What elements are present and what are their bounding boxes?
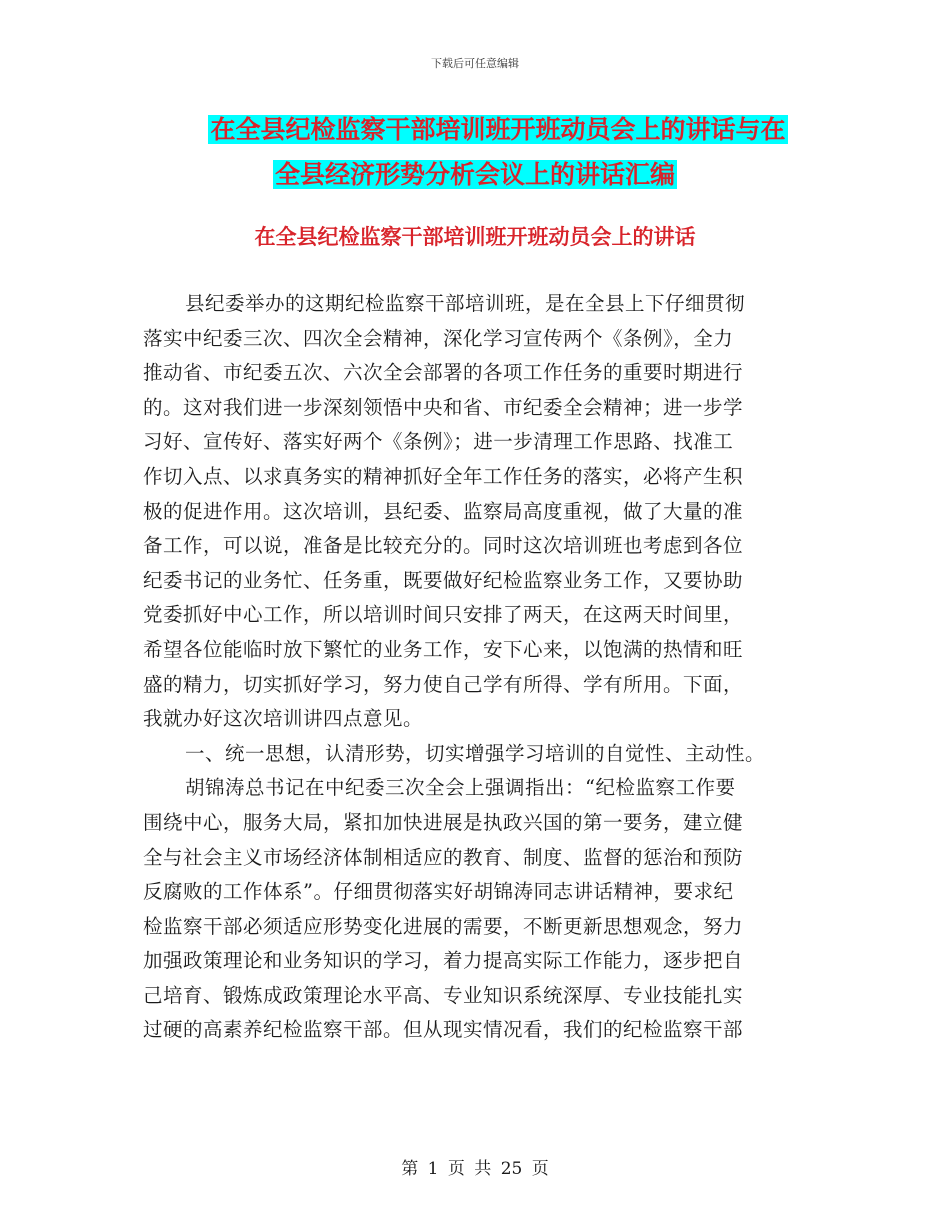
body-line: 党委抓好中心工作，所以培训时间只安排了两天，在这两天时间里，: [143, 603, 744, 627]
body-line: 的。这对我们进一步深刻领悟中央和省、市纪委全会精神；进一步学: [143, 395, 744, 419]
page-number: 第 1 页 共 25 页: [401, 1159, 549, 1179]
document-body: [143, 287, 803, 1048]
main-title-line-2: [0, 155, 950, 195]
main-title-line-1: [0, 110, 950, 150]
body-line: 我就办好这次培训讲四点意见。: [143, 707, 424, 731]
body-line: 反腐败的工作体系”。仔细贯彻落实好胡锦涛同志讲话精神，要求纪: [143, 880, 734, 904]
main-title-line-1-text: 在全县纪检监察干部培训班开班动员会上的讲话与在: [210, 115, 786, 144]
body-line: 作切入点、以求真务实的精神抓好全年工作任务的落实，必将产生积: [143, 464, 744, 488]
section-title: 在全县纪检监察干部培训班开班动员会上的讲话: [254, 225, 696, 249]
body-line: 盛的精力，切实抓好学习，努力使自己学有所得、学有所用。下面，: [143, 672, 744, 696]
body-line: 全与社会主义市场经济体制相适应的教育、制度、监督的惩治和预防: [143, 845, 744, 869]
body-line: 检监察干部必须适应形势变化进展的需要，不断更新思想观念，努力: [143, 914, 744, 938]
body-line: 备工作，可以说，准备是比较充分的。同时这次培训班也考虑到各位: [143, 534, 744, 558]
body-line: 落实中纪委三次、四次全会精神，深化学习宣传两个《条例》，全力: [143, 326, 734, 350]
body-line: 习好、宣传好、落实好两个《条例》；进一步清理工作思路、找准工: [143, 430, 734, 454]
body-line: 胡锦涛总书记在中纪委三次全会上强调指出：“纪检监察工作要: [185, 776, 736, 800]
body-line: 围绕中心，服务大局，紧扣加快进展是执政兴国的第一要务，建立健: [143, 810, 744, 834]
body-line: 加强政策理论和业务知识的学习，着力提高实际工作能力，逐步把自: [143, 949, 744, 973]
body-line: 过硬的高素养纪检监察干部。但从现实情况看，我们的纪检监察干部: [143, 1018, 744, 1042]
body-line: 纪委书记的业务忙、任务重，既要做好纪检监察业务工作，又要协助: [143, 568, 744, 592]
body-line: 推动省、市纪委五次、六次全会部署的各项工作任务的重要时期进行: [143, 361, 744, 385]
section-heading-line: 一、统一思想，认清形势，切实增强学习培训的自觉性、主动性。: [185, 741, 766, 765]
body-line: 极的促进作用。这次培训，县纪委、监察局高度重视，做了大量的准: [143, 499, 744, 523]
body-line: 希望各位能临时放下繁忙的业务工作，安下心来，以饱满的热情和旺: [143, 637, 744, 661]
body-line: 县纪委举办的这期纪检监察干部培训班，是在全县上下仔细贯彻: [185, 292, 746, 315]
body-line: 己培育、锻炼成政策理论水平高、专业知识系统深厚、专业技能扎实: [143, 983, 744, 1007]
header-note: 下载后可任意编辑: [431, 57, 519, 70]
main-title-line-2-text: 全县经济形势分析会议上的讲话汇编: [274, 160, 675, 189]
